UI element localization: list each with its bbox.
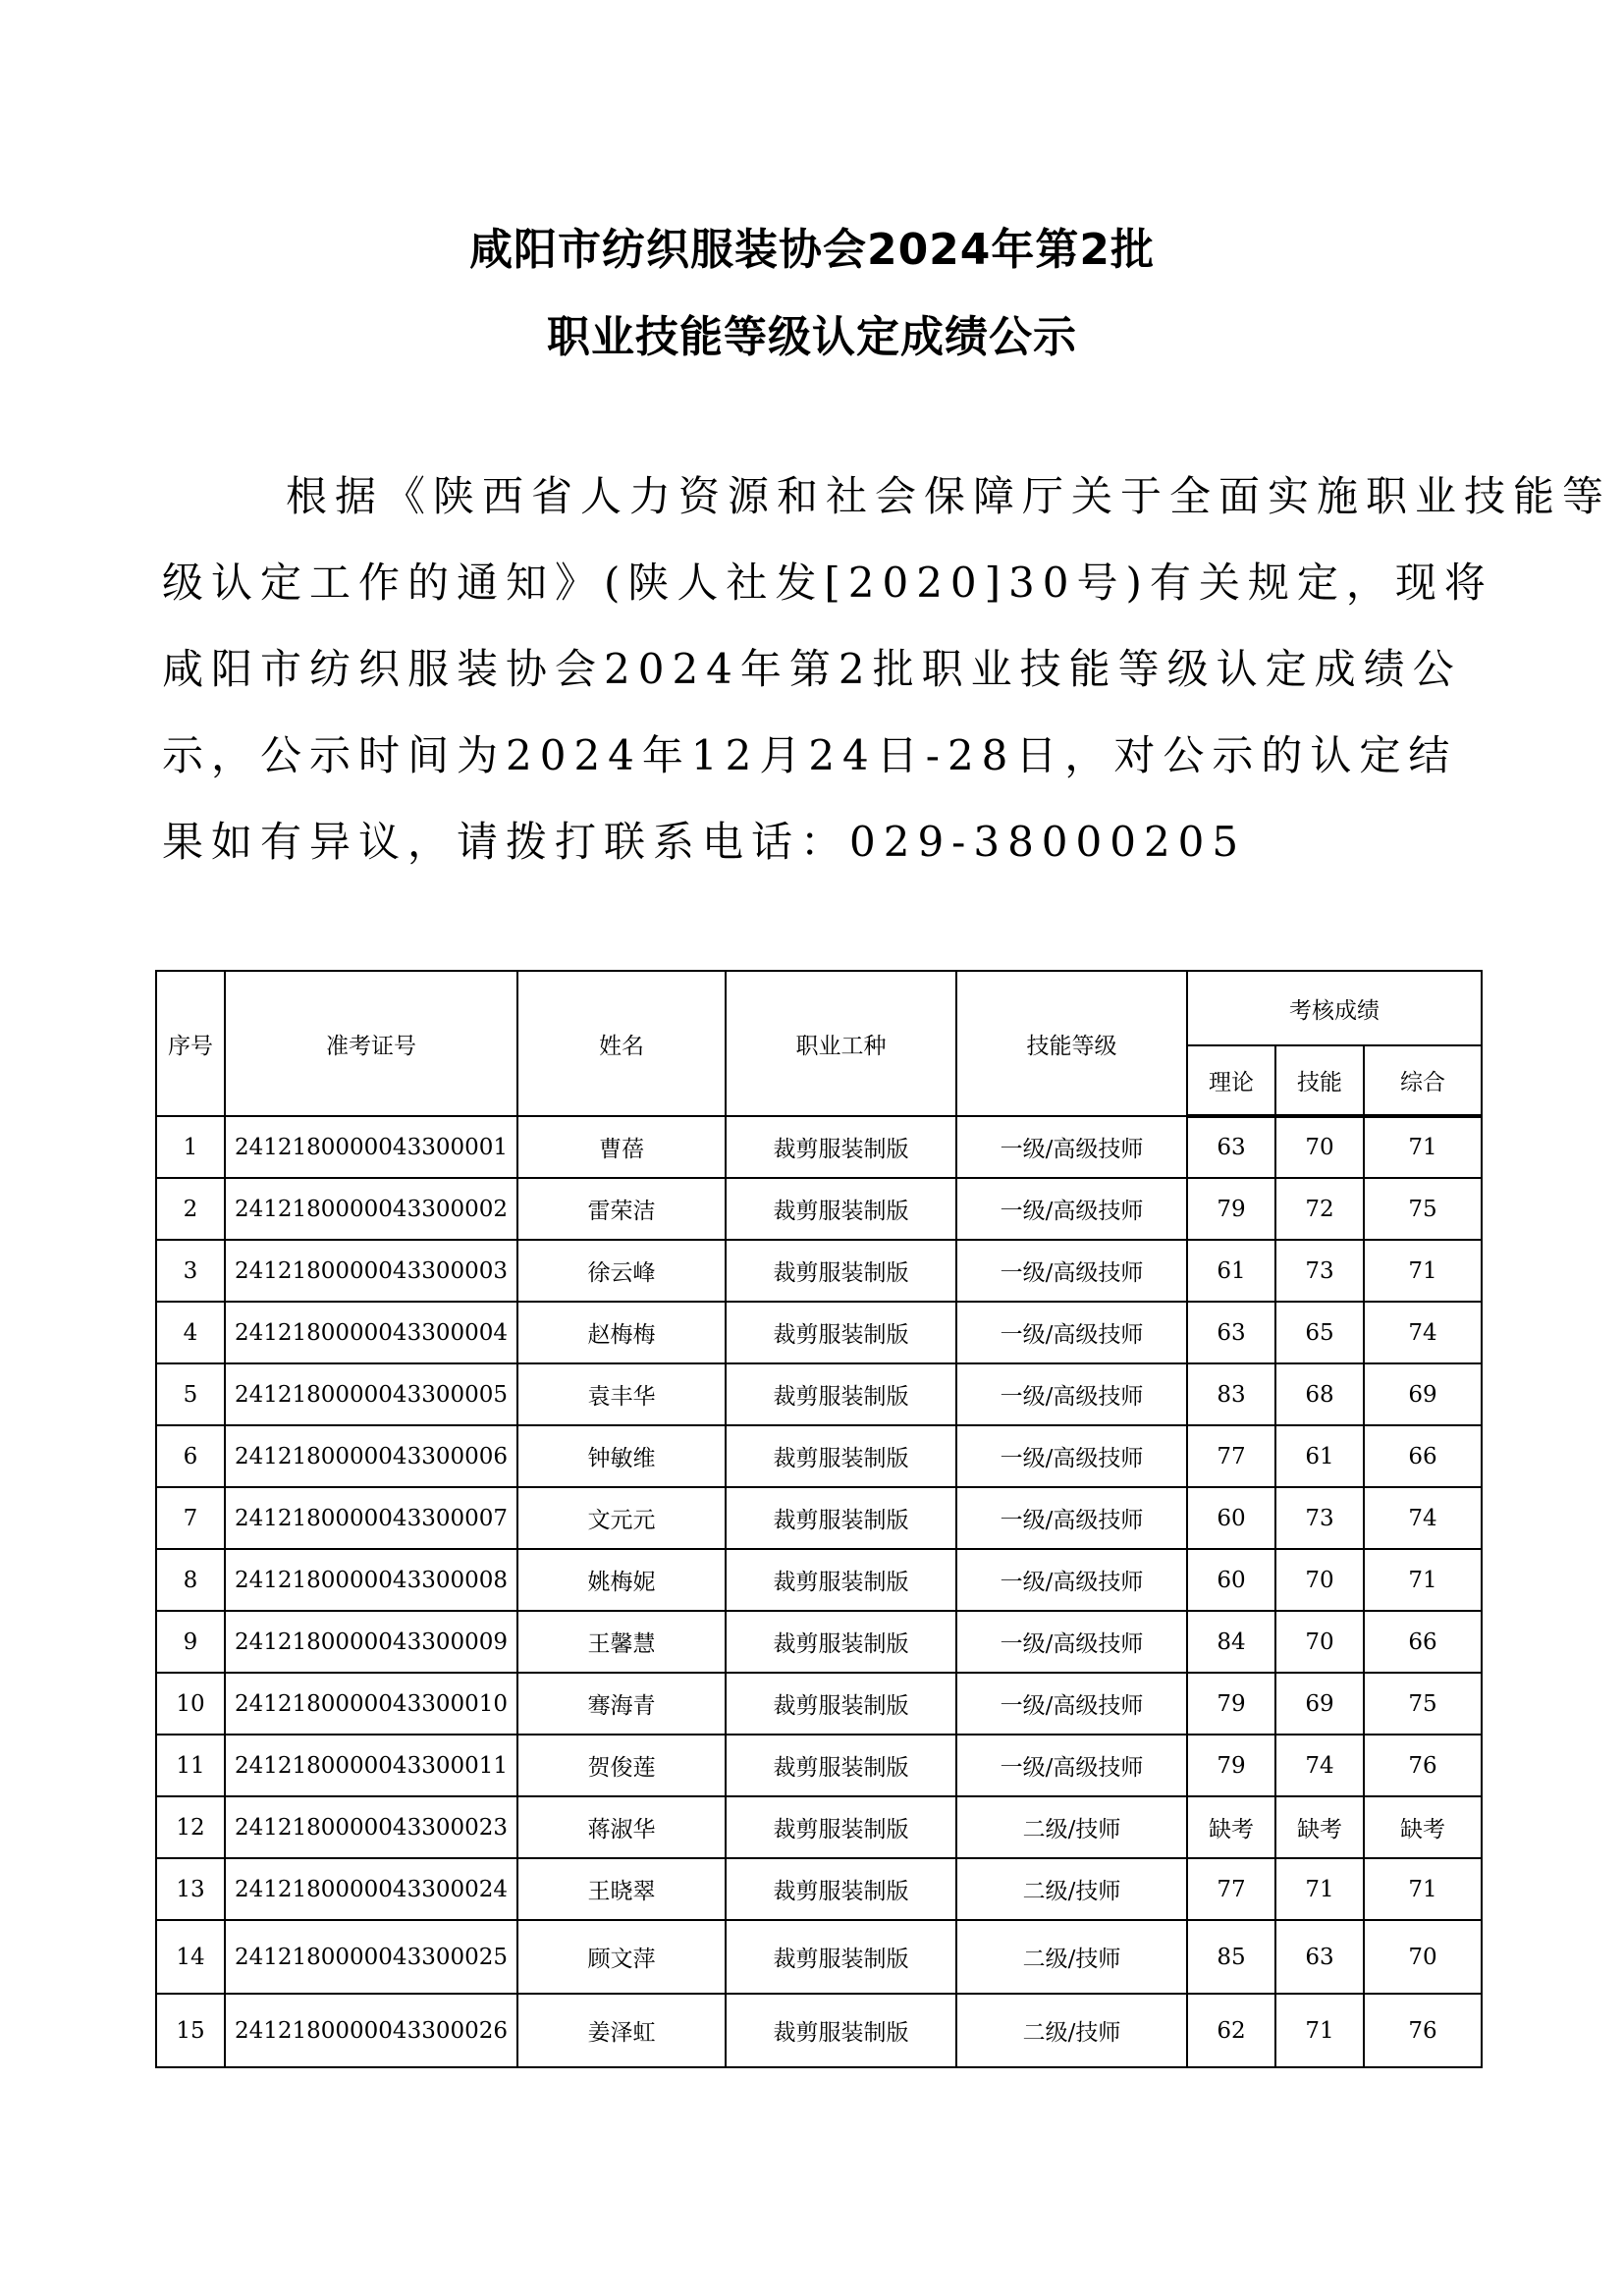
name-cell: 骞海青 <box>517 1673 726 1735</box>
exam-id-cell: 2412180000043300002 <box>225 1178 517 1240</box>
exam-id-cell: 2412180000043300010 <box>225 1673 517 1735</box>
exam-id-cell: 2412180000043300011 <box>225 1735 517 1796</box>
name-cell: 徐云峰 <box>517 1240 726 1302</box>
skill-score-cell: 68 <box>1275 1363 1364 1425</box>
table-row <box>156 1487 1482 1549</box>
occupation-cell: 裁剪服装制版 <box>726 1178 956 1240</box>
exam-id-cell: 2412180000043300025 <box>225 1920 517 1994</box>
skill-level-cell: 一级/高级技师 <box>956 1487 1187 1549</box>
table-row <box>156 1858 1482 1920</box>
skill-score-cell: 74 <box>1275 1735 1364 1796</box>
paragraph-line: 级认定工作的通知》(陕人社发[2020]30号)有关规定，现将 <box>162 559 1493 607</box>
row-number-cell: 12 <box>156 1796 225 1858</box>
row-number-cell: 9 <box>156 1611 225 1673</box>
results-table <box>155 970 1483 2068</box>
name-cell: 雷荣洁 <box>517 1178 726 1240</box>
skill-score-cell: 65 <box>1275 1302 1364 1363</box>
document-title-line1: 咸阳市纺织服装协会2024年第2批 <box>468 225 1156 275</box>
skill-level-cell: 一级/高级技师 <box>956 1302 1187 1363</box>
name-cell: 王馨慧 <box>517 1611 726 1673</box>
occupation-cell: 裁剪服装制版 <box>726 1363 956 1425</box>
name-cell: 顾文萍 <box>517 1920 726 1994</box>
name-cell: 袁丰华 <box>517 1363 726 1425</box>
skill-score-cell: 69 <box>1275 1673 1364 1735</box>
table-row <box>156 1363 1482 1425</box>
theory-score-cell: 77 <box>1187 1858 1275 1920</box>
table-row <box>156 1178 1482 1240</box>
header-exam-id: 准考证号 <box>225 971 517 1116</box>
exam-id-cell: 2412180000043300006 <box>225 1425 517 1487</box>
exam-id-cell: 2412180000043300008 <box>225 1549 517 1611</box>
theory-score-cell: 85 <box>1187 1920 1275 1994</box>
name-cell: 姜泽虹 <box>517 1994 726 2067</box>
skill-level-cell: 二级/技师 <box>956 1920 1187 1994</box>
header-occupation: 职业工种 <box>726 971 956 1116</box>
occupation-cell: 裁剪服装制版 <box>726 1302 956 1363</box>
table-row <box>156 1611 1482 1673</box>
skill-score-cell: 63 <box>1275 1920 1364 1994</box>
occupation-cell: 裁剪服装制版 <box>726 1240 956 1302</box>
exam-id-cell: 2412180000043300007 <box>225 1487 517 1549</box>
skill-level-cell: 一级/高级技师 <box>956 1240 1187 1302</box>
skill-level-cell: 二级/技师 <box>956 1796 1187 1858</box>
exam-id-cell: 2412180000043300009 <box>225 1611 517 1673</box>
overall-score-cell: 76 <box>1364 1994 1482 2067</box>
name-cell: 钟敏维 <box>517 1425 726 1487</box>
header-overall: 综合 <box>1364 1045 1482 1116</box>
header-scores: 考核成绩 <box>1187 971 1482 1045</box>
skill-level-cell: 一级/高级技师 <box>956 1611 1187 1673</box>
occupation-cell: 裁剪服装制版 <box>726 1994 956 2067</box>
occupation-cell: 裁剪服装制版 <box>726 1796 956 1858</box>
theory-score-cell: 61 <box>1187 1240 1275 1302</box>
skill-level-cell: 一级/高级技师 <box>956 1673 1187 1735</box>
occupation-cell: 裁剪服装制版 <box>726 1673 956 1735</box>
overall-score-cell: 75 <box>1364 1673 1482 1735</box>
table-row <box>156 1994 1482 2067</box>
table-row <box>156 1549 1482 1611</box>
overall-score-cell: 69 <box>1364 1363 1482 1425</box>
name-cell: 蒋淑华 <box>517 1796 726 1858</box>
theory-score-cell: 63 <box>1187 1116 1275 1178</box>
theory-score-cell: 60 <box>1187 1487 1275 1549</box>
table-row <box>156 1920 1482 1994</box>
exam-id-cell: 2412180000043300024 <box>225 1858 517 1920</box>
table-row <box>156 1425 1482 1487</box>
theory-score-cell: 缺考 <box>1187 1796 1275 1858</box>
occupation-cell: 裁剪服装制版 <box>726 1487 956 1549</box>
name-cell: 贺俊莲 <box>517 1735 726 1796</box>
exam-id-cell: 2412180000043300004 <box>225 1302 517 1363</box>
theory-score-cell: 84 <box>1187 1611 1275 1673</box>
theory-score-cell: 79 <box>1187 1673 1275 1735</box>
document-title-line2: 职业技能等级认定成绩公示 <box>547 312 1077 362</box>
name-cell: 姚梅妮 <box>517 1549 726 1611</box>
overall-score-cell: 74 <box>1364 1487 1482 1549</box>
table-row <box>156 1673 1482 1735</box>
row-number-cell: 7 <box>156 1487 225 1549</box>
row-number-cell: 15 <box>156 1994 225 2067</box>
table-row <box>156 1240 1482 1302</box>
header-skill-level: 技能等级 <box>956 971 1187 1116</box>
skill-level-cell: 一级/高级技师 <box>956 1735 1187 1796</box>
skill-level-cell: 一级/高级技师 <box>956 1178 1187 1240</box>
skill-level-cell: 一级/高级技师 <box>956 1549 1187 1611</box>
overall-score-cell: 75 <box>1364 1178 1482 1240</box>
paragraph-line: 咸阳市纺织服装协会2024年第2批职业技能等级认定成绩公 <box>162 645 1462 693</box>
overall-score-cell: 71 <box>1364 1549 1482 1611</box>
row-number-cell: 14 <box>156 1920 225 1994</box>
occupation-cell: 裁剪服装制版 <box>726 1549 956 1611</box>
theory-score-cell: 79 <box>1187 1178 1275 1240</box>
row-number-cell: 3 <box>156 1240 225 1302</box>
exam-id-cell: 2412180000043300026 <box>225 1994 517 2067</box>
header-no: 序号 <box>156 971 225 1116</box>
table-row <box>156 1302 1482 1363</box>
skill-level-cell: 二级/技师 <box>956 1858 1187 1920</box>
overall-score-cell: 缺考 <box>1364 1796 1482 1858</box>
skill-score-cell: 70 <box>1275 1549 1364 1611</box>
row-number-cell: 4 <box>156 1302 225 1363</box>
exam-id-cell: 2412180000043300005 <box>225 1363 517 1425</box>
skill-score-cell: 72 <box>1275 1178 1364 1240</box>
table-body <box>156 1116 1482 2067</box>
header-theory: 理论 <box>1187 1045 1275 1116</box>
overall-score-cell: 76 <box>1364 1735 1482 1796</box>
announcement-paragraph <box>162 454 1612 885</box>
skill-level-cell: 一级/高级技师 <box>956 1116 1187 1178</box>
exam-id-cell: 2412180000043300003 <box>225 1240 517 1302</box>
overall-score-cell: 70 <box>1364 1920 1482 1994</box>
exam-id-cell: 2412180000043300023 <box>225 1796 517 1858</box>
header-skill: 技能 <box>1275 1045 1364 1116</box>
skill-score-cell: 61 <box>1275 1425 1364 1487</box>
overall-score-cell: 66 <box>1364 1425 1482 1487</box>
skill-score-cell: 73 <box>1275 1240 1364 1302</box>
name-cell: 王晓翠 <box>517 1858 726 1920</box>
overall-score-cell: 71 <box>1364 1858 1482 1920</box>
table-row <box>156 1116 1482 1178</box>
exam-id-cell: 2412180000043300001 <box>225 1116 517 1178</box>
occupation-cell: 裁剪服装制版 <box>726 1611 956 1673</box>
occupation-cell: 裁剪服装制版 <box>726 1116 956 1178</box>
skill-score-cell: 缺考 <box>1275 1796 1364 1858</box>
theory-score-cell: 83 <box>1187 1363 1275 1425</box>
overall-score-cell: 71 <box>1364 1240 1482 1302</box>
skill-level-cell: 一级/高级技师 <box>956 1425 1187 1487</box>
row-number-cell: 8 <box>156 1549 225 1611</box>
skill-score-cell: 70 <box>1275 1116 1364 1178</box>
theory-score-cell: 79 <box>1187 1735 1275 1796</box>
skill-level-cell: 一级/高级技师 <box>956 1363 1187 1425</box>
row-number-cell: 13 <box>156 1858 225 1920</box>
theory-score-cell: 77 <box>1187 1425 1275 1487</box>
name-cell: 曹蓓 <box>517 1116 726 1178</box>
occupation-cell: 裁剪服装制版 <box>726 1735 956 1796</box>
row-number-cell: 11 <box>156 1735 225 1796</box>
overall-score-cell: 74 <box>1364 1302 1482 1363</box>
skill-level-cell: 二级/技师 <box>956 1994 1187 2067</box>
occupation-cell: 裁剪服装制版 <box>726 1425 956 1487</box>
row-number-cell: 5 <box>156 1363 225 1425</box>
skill-score-cell: 71 <box>1275 1858 1364 1920</box>
table-row <box>156 1796 1482 1858</box>
name-cell: 文元元 <box>517 1487 726 1549</box>
skill-score-cell: 71 <box>1275 1994 1364 2067</box>
occupation-cell: 裁剪服装制版 <box>726 1858 956 1920</box>
theory-score-cell: 63 <box>1187 1302 1275 1363</box>
occupation-cell: 裁剪服装制版 <box>726 1920 956 1994</box>
paragraph-line: 果如有异议，请拨打联系电话：029-38000205 <box>162 818 1247 866</box>
theory-score-cell: 60 <box>1187 1549 1275 1611</box>
row-number-cell: 1 <box>156 1116 225 1178</box>
skill-score-cell: 73 <box>1275 1487 1364 1549</box>
skill-score-cell: 70 <box>1275 1611 1364 1673</box>
paragraph-line: 根据《陕西省人力资源和社会保障厅关于全面实施职业技能等 <box>286 472 1612 520</box>
overall-score-cell: 71 <box>1364 1116 1482 1178</box>
paragraph-line: 示，公示时间为2024年12月24日-28日，对公示的认定结 <box>162 731 1458 779</box>
overall-score-cell: 66 <box>1364 1611 1482 1673</box>
header-name: 姓名 <box>517 971 726 1116</box>
table-row <box>156 1735 1482 1796</box>
theory-score-cell: 62 <box>1187 1994 1275 2067</box>
row-number-cell: 10 <box>156 1673 225 1735</box>
row-number-cell: 6 <box>156 1425 225 1487</box>
row-number-cell: 2 <box>156 1178 225 1240</box>
name-cell: 赵梅梅 <box>517 1302 726 1363</box>
